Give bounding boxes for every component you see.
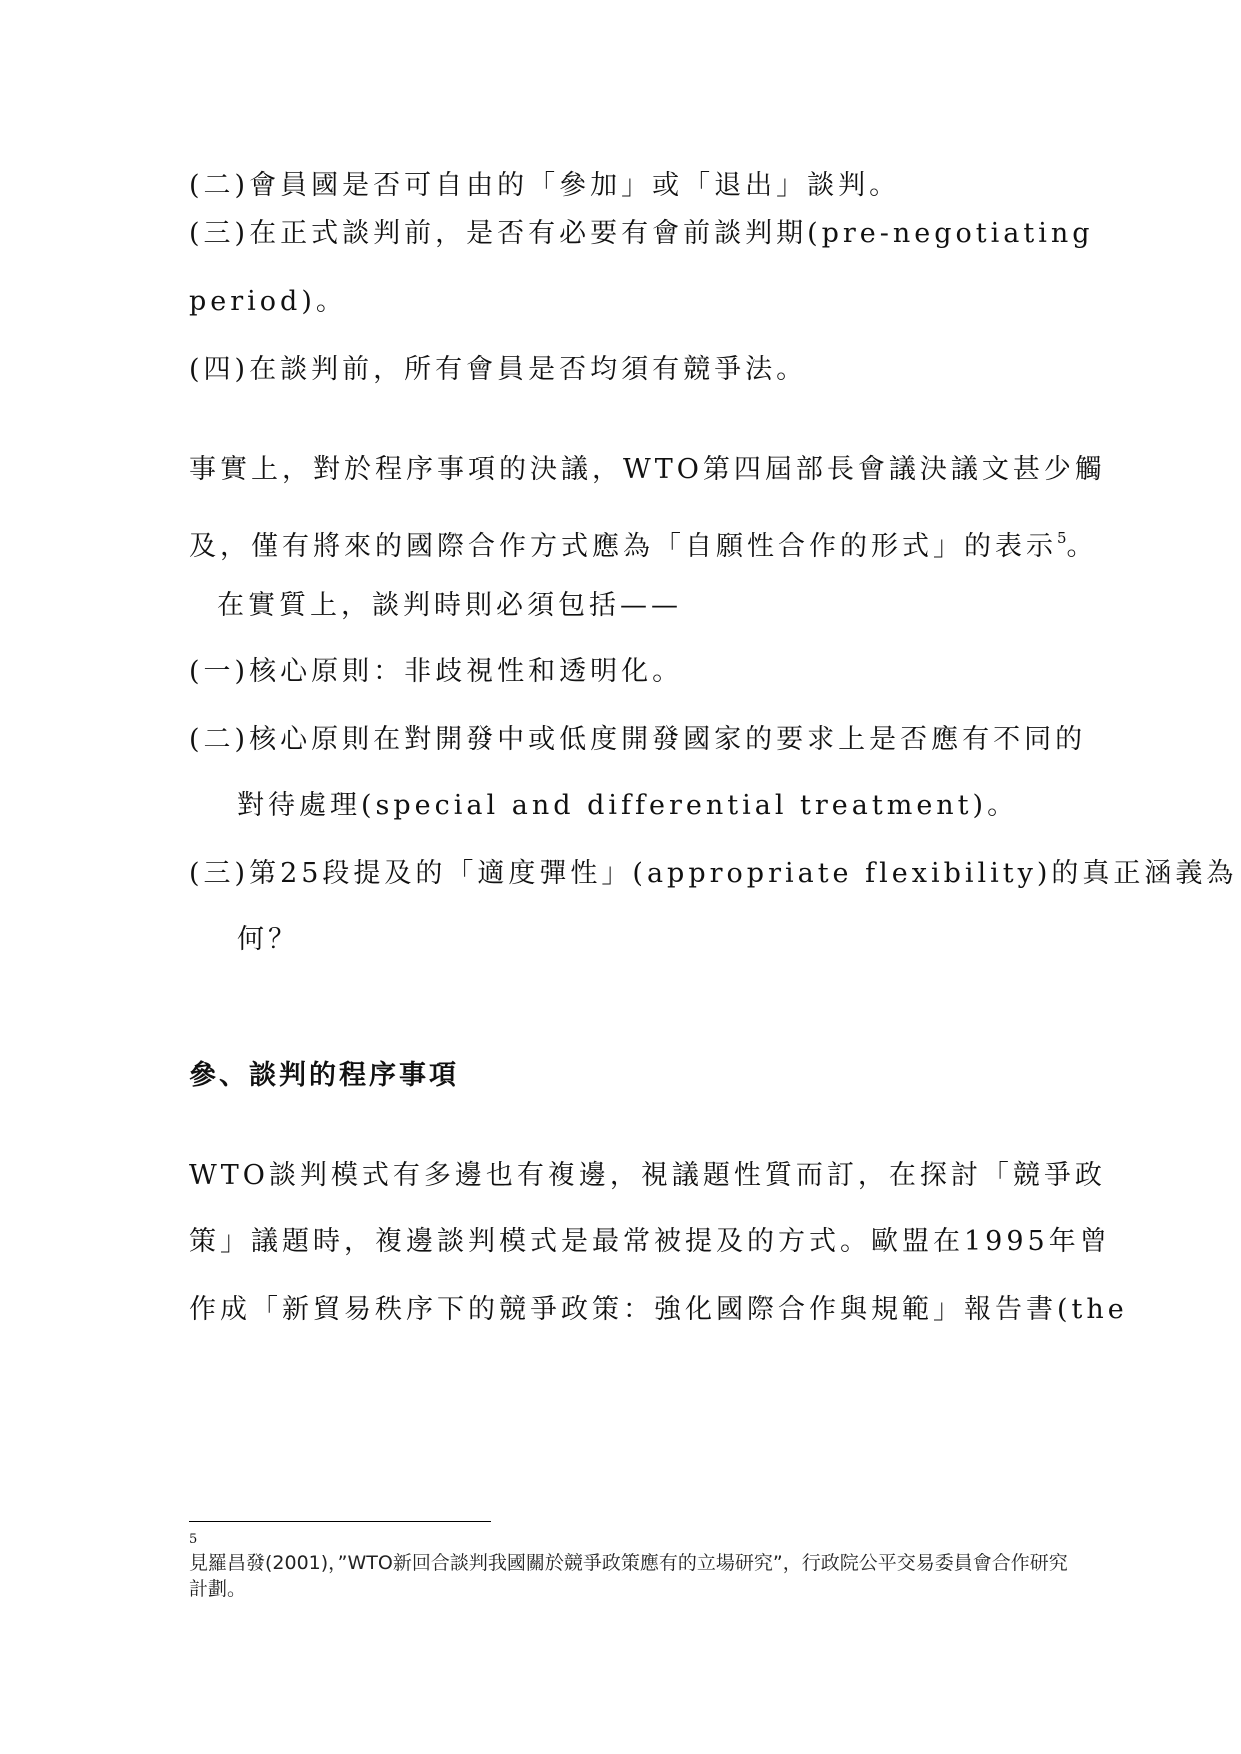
body-line: period)。 <box>189 286 347 317</box>
list-item: (二)核心原則在對開發中或低度開發國家的要求上是否應有不同的 <box>189 724 1087 755</box>
body-text: 及，僅有將來的國際合作方式應為「自願性合作的形式」的表示 <box>189 531 1057 562</box>
list-item: (三)第25段提及的「適度彈性」(appropriate flexibility)的真正涵義為 <box>189 858 1238 889</box>
section-heading: 參、談判的程序事項 <box>189 1060 459 1091</box>
body-line: 事實上，對於程序事項的決議，WTO第四屆部長會議決議文甚少觸 <box>189 454 1106 485</box>
list-item: (一)核心原則：非歧視性和透明化。 <box>189 656 684 687</box>
body-text: 。 <box>1066 531 1098 562</box>
footnote-text: 見羅昌發(2001)，”WTO新回合談判我國關於競爭政策應有的立場研究”，行政院公平交易委員會合作研究計劃。 <box>189 1552 1068 1600</box>
body-line: 在實質上，談判時則必須包括—— <box>217 590 682 621</box>
body-line: 策」議題時，複邊談判模式是最常被提及的方式。歐盟在1995年曾 <box>189 1226 1111 1257</box>
body-line: (四)在談判前，所有會員是否均須有競爭法。 <box>189 354 808 385</box>
body-line <box>189 520 1098 565</box>
footnote-reference: 5 <box>1057 529 1067 547</box>
body-line: (三)在正式談判前，是否有必要有會前談判期(pre-negotiating <box>189 218 1094 249</box>
body-line: WTO談判模式有多邊也有複邊，視議題性質而訂，在探討「競爭政 <box>189 1160 1106 1191</box>
body-line: (二)會員國是否可自由的「參加」或「退出」談判。 <box>189 170 901 201</box>
footnote-separator <box>189 1521 491 1522</box>
footnote-number: 5 <box>189 1532 198 1547</box>
list-item-continuation: 對待處理(special and differential treatment)。 <box>237 790 1019 821</box>
body-line: 作成「新貿易秩序下的競爭政策：強化國際合作與規範」報告書(the <box>189 1294 1128 1325</box>
list-item-continuation: 何？ <box>237 924 299 955</box>
